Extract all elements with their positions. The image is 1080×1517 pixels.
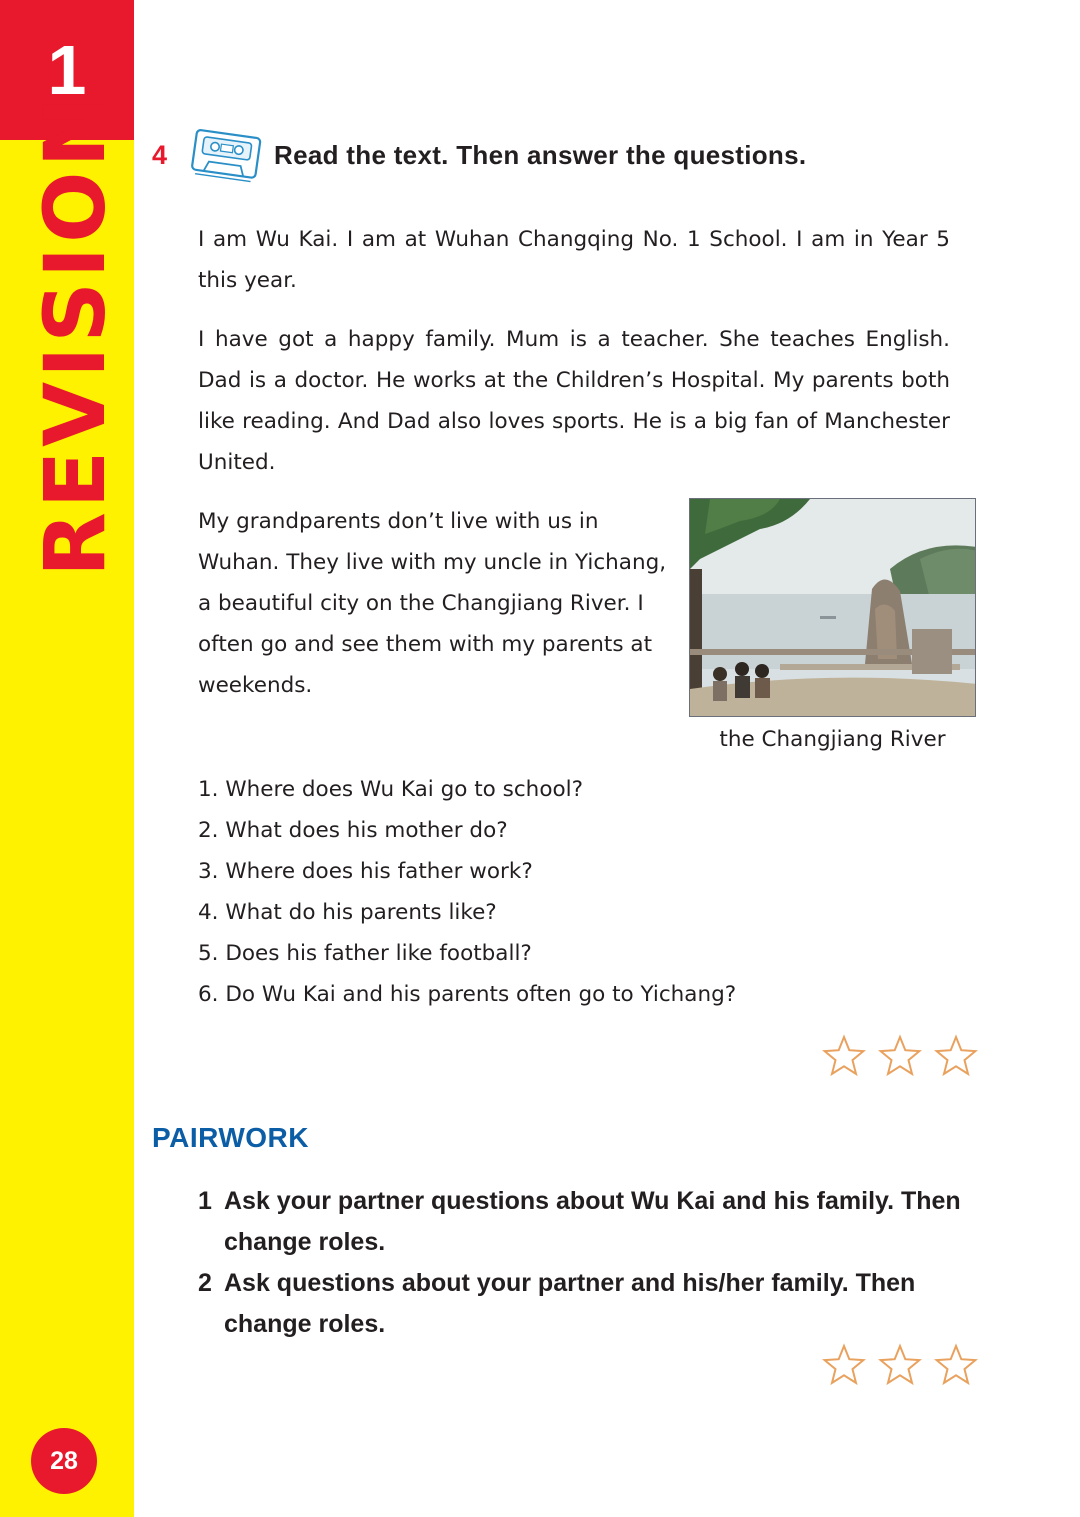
- question-4: 4. What do his parents like?: [198, 900, 497, 925]
- reading-paragraph-2: I have got a happy family. Mum is a teacher. She teaches English. Dad is a doctor. He works at the Children’s Hospital. My parents both like reading. And Dad also loves sports. He is a big fan of Manchester United.: [198, 327, 950, 475]
- star-icon[interactable]: [822, 1034, 866, 1078]
- pairwork-item-1: [198, 1181, 978, 1263]
- star-icon[interactable]: [878, 1034, 922, 1078]
- section-label: REVISION: [26, 93, 124, 577]
- question-2: 2. What does his mother do?: [198, 818, 508, 843]
- question-5: 5. Does his father like football?: [198, 941, 532, 966]
- pairwork-item-number: 1: [198, 1187, 212, 1215]
- pairwork-item-text: Ask your partner questions about Wu Kai and his family. Then change roles.: [224, 1187, 961, 1256]
- task-instruction: Read the text. Then answer the questions.: [274, 140, 807, 170]
- question-3: 3. Where does his father work?: [198, 859, 533, 884]
- question-1: 1. Where does Wu Kai go to school?: [198, 777, 584, 802]
- river-photo: [689, 498, 976, 717]
- reading-paragraph-1: I am Wu Kai. I am at Wuhan Changqing No. 1 School. I am in Year 5 this year.: [198, 227, 950, 293]
- star-icon[interactable]: [934, 1343, 978, 1387]
- task-number: 4: [152, 140, 168, 170]
- reading-paragraph-3: My grandparents don’t live with us in Wuhan. They live with my uncle in Yichang, a beautiful city on the Changjiang River. I often go and see them with my parents at weekends.: [198, 509, 667, 698]
- star-icon[interactable]: [934, 1034, 978, 1078]
- pairwork-item-number: 2: [198, 1269, 212, 1297]
- self-assessment-stars-reading[interactable]: [822, 1034, 978, 1078]
- question-list: [198, 769, 736, 1015]
- pairwork-title: PAIRWORK: [152, 1122, 309, 1153]
- photo-caption: the Changjiang River: [719, 727, 946, 752]
- star-icon[interactable]: [822, 1343, 866, 1387]
- pairwork-item-text: Ask questions about your partner and his/her family. Then change roles.: [224, 1269, 916, 1338]
- task-header: [152, 124, 952, 188]
- self-assessment-stars-pairwork[interactable]: [822, 1343, 978, 1387]
- question-6: 6. Do Wu Kai and his parents often go to Yichang?: [198, 982, 737, 1007]
- page-number: 28: [31, 1428, 97, 1494]
- star-icon[interactable]: [878, 1343, 922, 1387]
- unit-number: 1: [47, 31, 87, 109]
- cassette-tape-icon: [188, 126, 266, 184]
- pairwork-item-2: [198, 1263, 978, 1345]
